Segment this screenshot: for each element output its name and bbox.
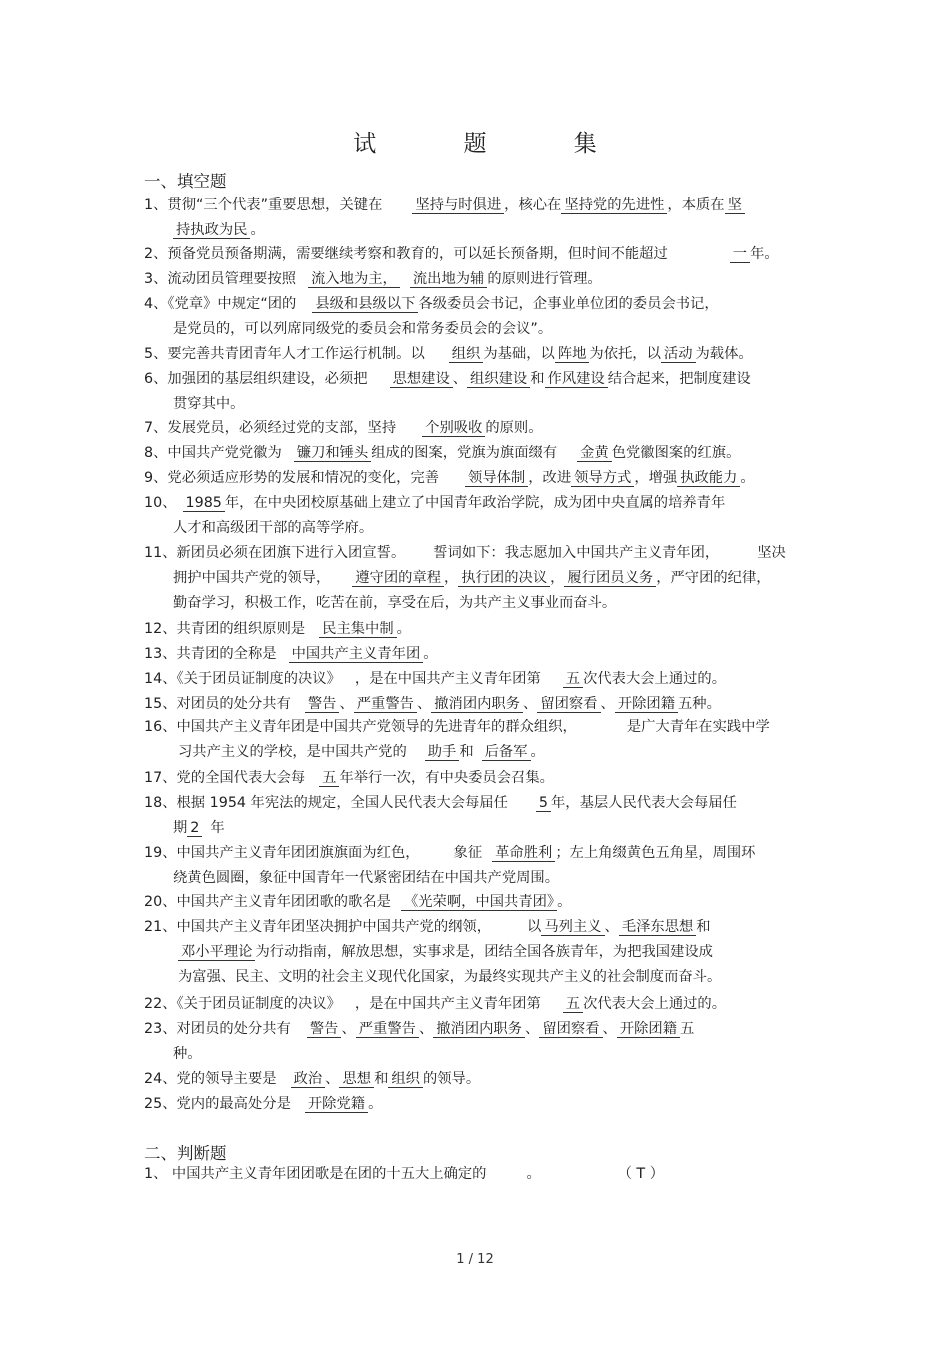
question-text: ；左上角缀黄色五角星，周围环: [555, 845, 756, 861]
question-20: [144, 890, 812, 915]
question-11: [144, 541, 812, 616]
question-3: [144, 267, 812, 292]
question-text: 6、加强团的基层组织建设，必须把: [144, 371, 368, 387]
question-text: 8、中国共产党党徽为: [144, 445, 282, 461]
answer-blank: 执政能力: [677, 470, 740, 487]
question-text: 次代表大会上通过的。: [583, 996, 727, 1012]
question-text: 、: [600, 696, 615, 712]
question-text: 年: [210, 820, 225, 836]
question-text: 1、 中国共产主义青年团团歌是在团的十五大上确定的: [144, 1166, 487, 1182]
question-text: 誓词如下：我志愿加入中国共产主义青年团，: [433, 545, 720, 561]
question-text: 3、流动团员管理要按照: [144, 271, 297, 287]
question-text: 9、党必须适应形势的发展和情况的变化，完善: [144, 470, 440, 486]
answer-blank: 五: [319, 770, 339, 787]
question-text: 4、《党章》中规定“团的: [144, 296, 297, 312]
answer-blank: 开除团籍: [617, 1021, 680, 1038]
question-6: [144, 367, 812, 417]
question-text: 19、中国共产主义青年团团旗旗面为红色，: [144, 845, 420, 861]
question-text: 、: [325, 1071, 340, 1087]
question-text: ，是在中国共产主义青年团第: [354, 996, 541, 1012]
question-text: 人才和高级团干部的高等学府。: [173, 520, 374, 536]
question-text: 24、党的领导主要是: [144, 1071, 277, 1087]
answer-blank: 开除党籍: [305, 1096, 368, 1113]
answer-blank: 执行团的决议: [458, 570, 550, 587]
question-text: 贯穿其中。: [173, 396, 245, 412]
answer-blank: 毛泽东思想: [619, 919, 696, 936]
question-25: [144, 1092, 812, 1117]
answer-blank: 持执政为民: [173, 222, 250, 239]
answer-blank: 县级和县级以下: [312, 296, 418, 313]
question-text: 21、中国共产主义青年团坚决拥护中国共产党的纲领，: [144, 919, 492, 935]
question-text: 25、党内的最高处分是: [144, 1096, 291, 1112]
answer-blank: 五: [563, 996, 583, 1013]
question-text: 五: [680, 1021, 695, 1037]
question-16: [144, 715, 812, 765]
question-text: 14、《关于团员证制度的决议》: [144, 671, 341, 687]
question-text: 五种。: [678, 696, 721, 712]
question-text: 13、共青团的全称是: [144, 646, 277, 662]
question-text: 18、根据 1954 年宪法的规定，全国人民代表大会每届任: [144, 795, 508, 811]
answer-blank: 领导方式: [571, 470, 634, 487]
question-text: 5、要完善共青团青年人才工作运行机制。以: [144, 346, 425, 362]
answer-blank: 组织: [388, 1071, 423, 1088]
answer-blank: 流入地为主，: [308, 271, 400, 288]
answer-blank: 五: [563, 671, 583, 688]
question-text: 、: [452, 371, 468, 387]
answer-blank: 个别吸收: [422, 420, 485, 437]
answer-blank: 坚持党的先进性: [561, 197, 667, 214]
answer-blank: 作风建设: [545, 371, 608, 388]
question-text: 10、: [144, 495, 177, 511]
answer-blank: 助手: [425, 744, 460, 761]
question-text: 的领导。: [422, 1071, 481, 1087]
question-text: 期: [173, 820, 188, 836]
question-22: [144, 992, 812, 1017]
question-text: 各级委员会书记，企事业单位团的委员会书记，: [418, 296, 719, 312]
question-text: 、: [339, 696, 354, 712]
question-text: 和: [696, 919, 711, 935]
page-number: 1 / 12: [456, 1252, 494, 1267]
answer-blank: 流出地为辅: [410, 271, 487, 288]
answer-blank: 政治: [291, 1071, 326, 1088]
answer-blank: 撤消团内职务: [433, 1021, 525, 1038]
question-7: [144, 416, 812, 441]
answer-blank: 镰刀和锤头: [294, 445, 371, 462]
question-text: 的原则。: [485, 420, 543, 436]
tf-question-1: [144, 1162, 812, 1187]
answer-blank: 1985: [183, 495, 225, 512]
question-text: 和: [530, 371, 545, 387]
answer-blank: 组织: [449, 346, 484, 363]
question-text: 。: [526, 1166, 541, 1182]
question-text: 2、预备党员预备期满，需要继续考察和教育的，可以延长预备期，但时间不能超过: [144, 246, 668, 262]
answer-blank: 开除团籍: [615, 696, 678, 713]
question-text: 17、党的全国代表大会每: [144, 770, 306, 786]
answer-blank: 组织建设: [467, 371, 530, 388]
question-text: 。: [740, 470, 755, 486]
question-text: 1、贯彻“三个代表”重要思想，关键在: [144, 197, 383, 213]
answer-blank: 思想建设: [390, 371, 453, 388]
question-text: 绕黄色圆圈，象征中国青年一代紧密团结在中国共产党周围。: [173, 870, 560, 886]
question-text: 为行动指南，解放思想，实事求是，团结全国各族青年，为把我国建设成: [255, 944, 713, 960]
question-15: [144, 692, 812, 717]
answer-blank: 警告: [307, 1021, 342, 1038]
answer-blank: 2: [187, 820, 202, 837]
answer-blank: 邓小平理论: [178, 944, 255, 961]
question-text: 拥护中国共产党的领导，: [173, 570, 331, 586]
question-text: 为富强、民主、文明的社会主义现代化国家，为最终实现共产主义的社会制度而奋斗。: [178, 969, 722, 985]
section-heading-true-false: 二、判断题: [144, 1144, 227, 1163]
question-text: ，本质在: [667, 197, 725, 213]
question-text: 、: [523, 696, 538, 712]
question-text: 。: [250, 222, 265, 238]
question-text: 结合起来，把制度建设: [607, 371, 751, 387]
question-text: 象征: [453, 845, 483, 861]
question-23: [144, 1017, 812, 1067]
answer-blank: 中国共产主义青年团: [289, 646, 424, 663]
question-10: [144, 491, 812, 541]
question-text: 、: [604, 919, 619, 935]
question-21: [144, 915, 812, 990]
answer-blank: 遵守团的章程: [352, 570, 444, 587]
answer-blank: 撤消团内职务: [431, 696, 523, 713]
question-text: ，: [444, 570, 459, 586]
question-text: ，改进: [528, 470, 572, 486]
question-text: 是广大青年在实践中学: [626, 719, 770, 735]
question-text: 。: [423, 646, 438, 662]
question-text: 色党徽图案的红旗。: [611, 445, 741, 461]
page-title: 试 题 集: [353, 131, 637, 157]
answer-blank: 警告: [305, 696, 340, 713]
question-text: 组成的图案，党旗为旗面缀有: [371, 445, 558, 461]
question-text: 年，在中央团校原基础上建立了中国青年政治学院，成为团中央直属的培养青年: [224, 495, 726, 511]
question-text: 、: [602, 1021, 617, 1037]
question-19: [144, 841, 812, 891]
question-24: [144, 1067, 812, 1092]
question-text: 、: [341, 1021, 356, 1037]
question-text: 16、中国共产主义青年团是中国共产党领导的先进青年的群众组织，: [144, 719, 577, 735]
question-17: [144, 766, 812, 791]
question-text: ，增强: [634, 470, 678, 486]
question-text: 为依托，以: [589, 346, 661, 362]
question-text: 为载体。: [695, 346, 753, 362]
section-heading-fill-in: 一、填空题: [144, 172, 227, 191]
question-13: [144, 642, 812, 667]
question-text: 、: [525, 1021, 540, 1037]
question-text: 为基础，以: [483, 346, 555, 362]
question-text: 种。: [173, 1046, 202, 1062]
question-text: 。: [368, 1096, 383, 1112]
answer-blank: 坚持与时俱进: [412, 197, 504, 214]
question-text: 习共产主义的学校，是中国共产党的: [178, 744, 407, 760]
question-text: 。: [396, 621, 411, 637]
answer-blank: 留团察看: [539, 1021, 602, 1038]
question-text: 20、中国共产主义青年团团歌的歌名是: [144, 894, 391, 910]
question-text: 次代表大会上通过的。: [583, 671, 727, 687]
question-18: [144, 791, 812, 841]
answer-blank: 金黄: [577, 445, 612, 462]
question-text: 、: [416, 696, 432, 712]
answer-blank: 《光荣啊，中国共青团》: [401, 894, 557, 911]
question-5: [144, 342, 812, 367]
question-text: ，: [550, 570, 565, 586]
answer-blank: 阵地: [555, 346, 590, 363]
answer-blank: 革命胜利: [492, 845, 555, 862]
question-text: ，严守团的纪律，: [656, 570, 771, 586]
question-text: 以: [527, 919, 542, 935]
question-4: [144, 292, 812, 342]
tf-answer: （ T ）: [617, 1166, 664, 1182]
question-8: [144, 441, 812, 466]
question-text: ，是在中国共产主义青年团第: [354, 671, 541, 687]
question-9: [144, 466, 812, 491]
answer-blank: 严重警告: [354, 696, 417, 713]
question-text: 15、对团员的处分共有: [144, 696, 291, 712]
question-14: [144, 667, 812, 692]
answer-blank: 一: [730, 246, 750, 263]
question-text: 年，基层人民代表大会每届任: [551, 795, 737, 811]
question-12: [144, 617, 812, 642]
question-text: 勤奋学习，积极工作，吃苦在前，享受在后，为共产主义事业而奋斗。: [173, 595, 617, 611]
question-text: 7、发展党员，必须经过党的支部，坚持: [144, 420, 397, 436]
answer-blank: 马列主义: [541, 919, 604, 936]
answer-blank: 后备军: [482, 744, 531, 761]
answer-blank: 留团察看: [537, 696, 600, 713]
question-text: 和: [459, 744, 474, 760]
answer-blank: 活动: [661, 346, 696, 363]
answer-blank: 领导体制: [465, 470, 528, 487]
question-text: 11、新团员必须在团旗下进行入团宣誓。: [144, 545, 406, 561]
question-text: 、: [418, 1021, 434, 1037]
question-text: 坚决: [757, 545, 786, 561]
answer-blank: 思想: [339, 1071, 374, 1088]
question-text: 年。: [750, 246, 779, 262]
question-text: 。: [530, 744, 545, 760]
question-text: 。: [557, 894, 572, 910]
question-text: 的原则进行管理。: [487, 271, 602, 287]
question-2: [144, 242, 812, 267]
question-text: 23、对团员的处分共有: [144, 1021, 291, 1037]
answer-blank: 履行团员义务: [564, 570, 656, 587]
question-text: 是党员的，可以列席同级党的委员会和常务委员会的会议”。: [173, 321, 553, 337]
question-text: 12、共青团的组织原则是: [144, 621, 306, 637]
answer-blank: 5: [536, 795, 551, 812]
answer-blank: 坚: [725, 197, 745, 214]
question-text: 年举行一次，有中央委员会召集。: [339, 770, 554, 786]
answer-blank: 民主集中制: [319, 621, 396, 638]
question-text: 和: [374, 1071, 389, 1087]
question-text: ，核心在: [504, 197, 562, 213]
question-text: 22、《关于团员证制度的决议》: [144, 996, 341, 1012]
answer-blank: 严重警告: [356, 1021, 419, 1038]
question-1: [144, 193, 812, 243]
